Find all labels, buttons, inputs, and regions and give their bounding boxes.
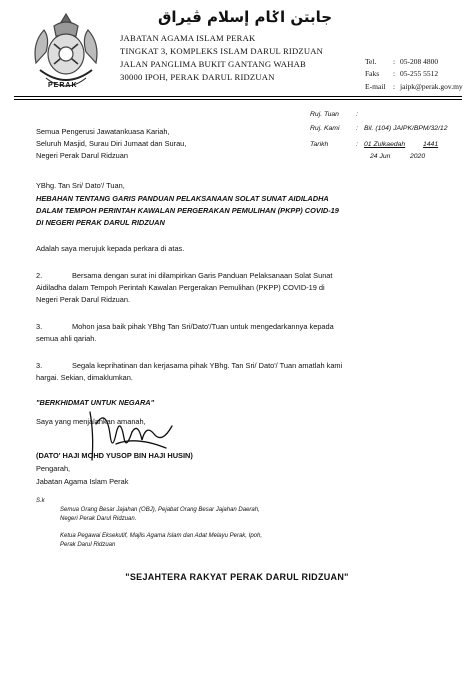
ruj-tuan-label: Ruj. Tuan [310,111,339,118]
letterhead-rule-thin [14,99,462,100]
recipient-line1: Semua Pengerusi Jawatankuasa Kariah, [36,127,170,136]
email-label: E-mail [365,82,386,91]
org-address-line1: TINGKAT 3, KOMPLEKS ISLAM DARUL RIDZUAN [120,46,324,56]
ruj-kami-label: Ruj. Kami [310,125,340,132]
para4-line2: hargai. Sekian, dimaklumkan. [36,373,133,382]
tel-colon: : [393,57,396,66]
motto: "BERKHIDMAT UNTUK NEGARA" [36,398,155,407]
para2-line1: Bersama dengan surat ini dilampirkan Garis Panduan Pelaksanaan Solat Sunat [72,271,333,280]
fax-label: Faks [365,69,380,78]
tarikh-label: Tarikh [310,141,329,148]
para3-line2: semua ahli qariah. [36,334,97,343]
recipient-line2: Seluruh Masjid, Surau Diri Jumaat dan Surau, [36,139,187,148]
email-value[interactable]: jaipk@perak.gov.my [400,82,463,91]
crest-label: PERAK [48,82,78,89]
greeting: YBhg. Tan Sri/ Dato'/ Tuan, [36,181,125,190]
org-address-line2: JALAN PANGLIMA BUKIT GANTANG WAHAB [120,59,306,69]
hijri-year [423,141,438,148]
signer-position: Pengarah, [36,464,71,473]
email-colon: : [393,82,396,91]
para4-line1: Segala keprihatinan dan kerjasama pihak YBhg. Tan Sri/ Dato'/ Tuan amatlah kami [72,361,343,370]
para3-line1: Mohon jasa baik pihak YBhg Tan Sri/Dato'/Tuan untuk mengedarkannya kepada [72,322,334,331]
cc-line1: Semua Orang Besar Jajahan (OBJ), Pejabat Orang Besar Jajahan Daerah, [60,507,260,513]
ruj-kami-value: Bil. (104) JAIPK/BPM/32/12 [364,125,448,132]
jawi-org-name: جابتن اݢام إسلام ڤيراق [158,8,333,26]
tarikh-colon: : [356,141,358,148]
signer-organization: Jabatan Agama Islam Perak [36,477,129,486]
greg-date: 24 Jun [370,153,391,160]
cc-line2: Negeri Perak Darul Ridzuan. [60,516,137,522]
subject-line2: DALAM TEMPOH PERINTAH KAWALAN PERGERAKAN PEMULIHAN (PKPP) COVID-19 [36,206,339,215]
state-slogan: "SEJAHTERA RAKYAT PERAK DARUL RIDZUAN" [125,572,349,582]
hijri-date-text: 01 Zulkaedah [364,141,406,148]
fax-colon: : [393,69,396,78]
subject-line1: HEBAHAN TENTANG GARIS PANDUAN PELAKSANAAN SOLAT SUNAT AIDILADHA [36,194,329,203]
subject-line3: DI NEGERI PERAK DARUL RIDZUAN [36,218,165,227]
cc-line3: Ketua Pegawai Eksekutif, Majlis Agama Islam dan Adat Melayu Perak, Ipoh, [60,533,262,539]
cc-line4: Perak Darul Ridzuan [60,542,116,548]
tel-label: Tel. [365,57,377,66]
hijri-date [364,141,405,148]
greg-year: 2020 [410,153,426,160]
ruj-kami-colon: : [356,125,358,132]
letterhead-rule [14,96,462,97]
signer-name: (DATO' HAJI MOHD YUSOP BIN HAJI HUSIN) [36,451,193,460]
recipient-line3: Negeri Perak Darul Ridzuan [36,151,129,160]
cc-label: S.k [36,498,45,504]
org-name: JABATAN AGAMA ISLAM PERAK [120,33,256,43]
org-address-line3: 30000 IPOH, PERAK DARUL RIDZUAN [120,72,275,82]
ruj-tuan-colon: : [356,111,358,118]
para2-line3: Negeri Perak Darul Ridzuan. [36,295,131,304]
para2-number: 2. [36,271,43,280]
hijri-year-text: 1441 [423,141,439,148]
para4-number: 3. [36,361,43,370]
amanah-line: Saya yang menjalankan amanah, [36,417,146,426]
intro-paragraph: Adalah saya merujuk kepada perkara di atas. [36,244,185,253]
para2-line2: Aidiladha dalam Tempoh Perintah Kawalan Pergerakan Pemulihan (PKPP) COVID-19 di [36,283,325,292]
tel-value: 05-208 4800 [400,57,439,66]
para3-number: 3. [36,322,43,331]
fax-value: 05-255 5512 [400,69,439,78]
